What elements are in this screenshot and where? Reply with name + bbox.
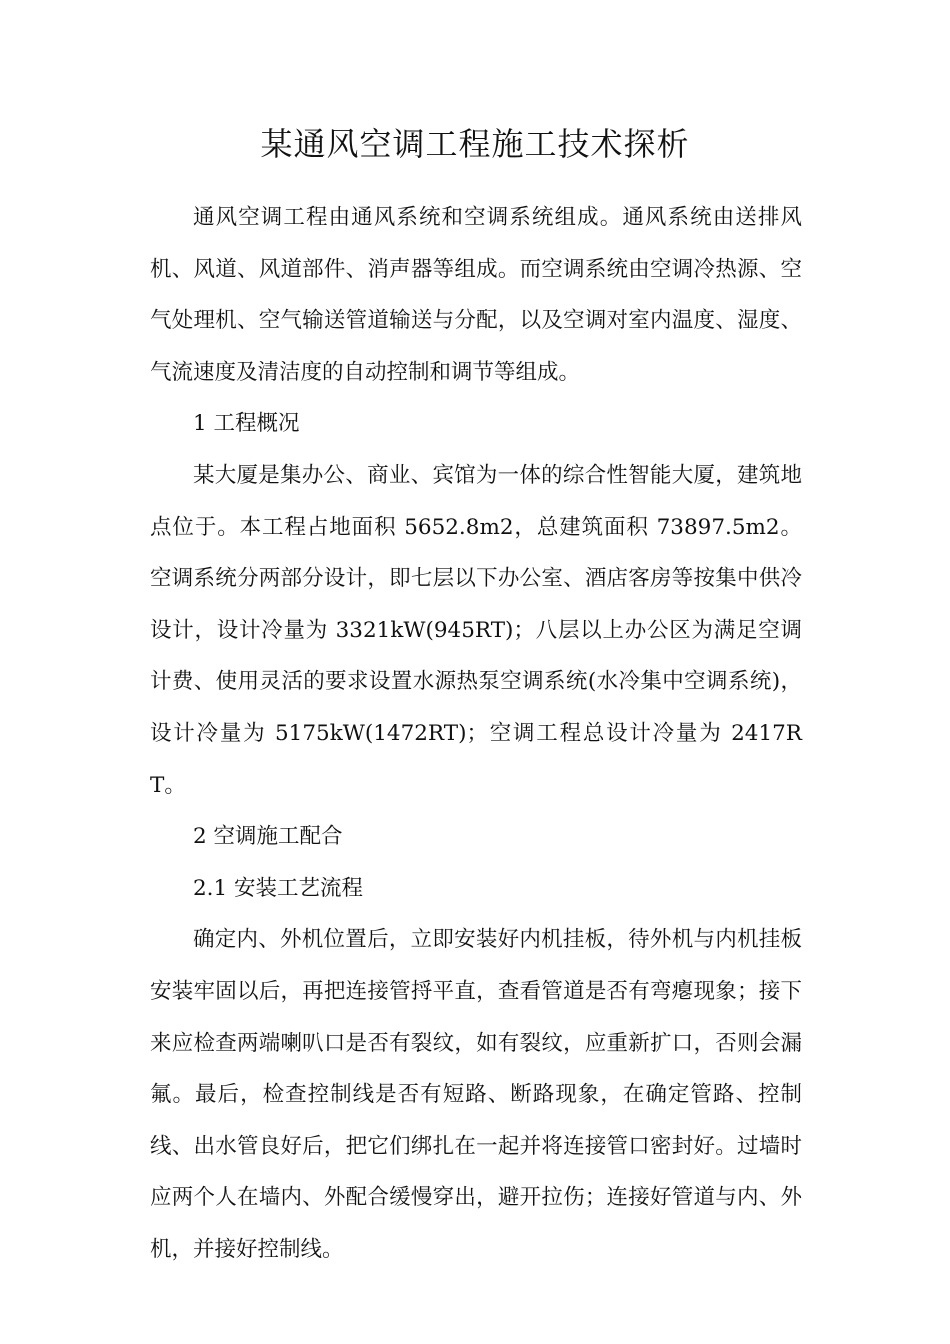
subsection-heading-installation-process: 2.1 安装工艺流程 [193,875,364,901]
document-title: 某通风空调工程施工技术探析 [260,125,690,163]
section-heading-construction-coordination: 2 空调施工配合 [193,824,343,850]
intro-paragraph: 通风空调工程由通风系统和空调系统组成。通风系统由送排风机、风道、风道部件、消声器等组成。而空调系统由空调冷热源、空气处理机、空气输送管道输送与分配，以及空调对室内温度、湿度、气流速度及清洁度的自动控制和调节等组成。 [150,205,802,385]
project-overview-paragraph: 某大厦是集办公、商业、宾馆为一体的综合性智能大厦，建筑地点位于。本工程占地面积 5652.8m2，总建筑面积 73897.5m2。空调系统分两部分设计，即七层以下办公室、酒店客房等按集中供冷设计，设计冷量为 3321kW(945RT)；八层以上办公区为满足空调计费、使用灵活的要求设置水源热泵空调系统(水冷集中空调系统)，设计冷量为 5175kW(1472RT)；空调工程总设计冷量为 2417RT。 [150,462,802,798]
section-heading-project-overview: 1 工程概况 [193,411,300,437]
document-body [150,192,802,1275]
installation-process-paragraph: 确定内、外机位置后，立即安装好内机挂板，待外机与内机挂板安装牢固以后，再把连接管捋平直，查看管道是否有弯瘪现象；接下来应检查两端喇叭口是否有裂纹，如有裂纹，应重新扩口，否则会漏氟。最后，检查控制线是否有短路、断路现象，在确定管路、控制线、出水管良好后，把它们绑扎在一起并将连接管口密封好。过墙时应两个人在墙内、外配合缓慢穿出，避开拉伤；连接好管道与内、外机，并接好控制线。 [150,927,802,1262]
